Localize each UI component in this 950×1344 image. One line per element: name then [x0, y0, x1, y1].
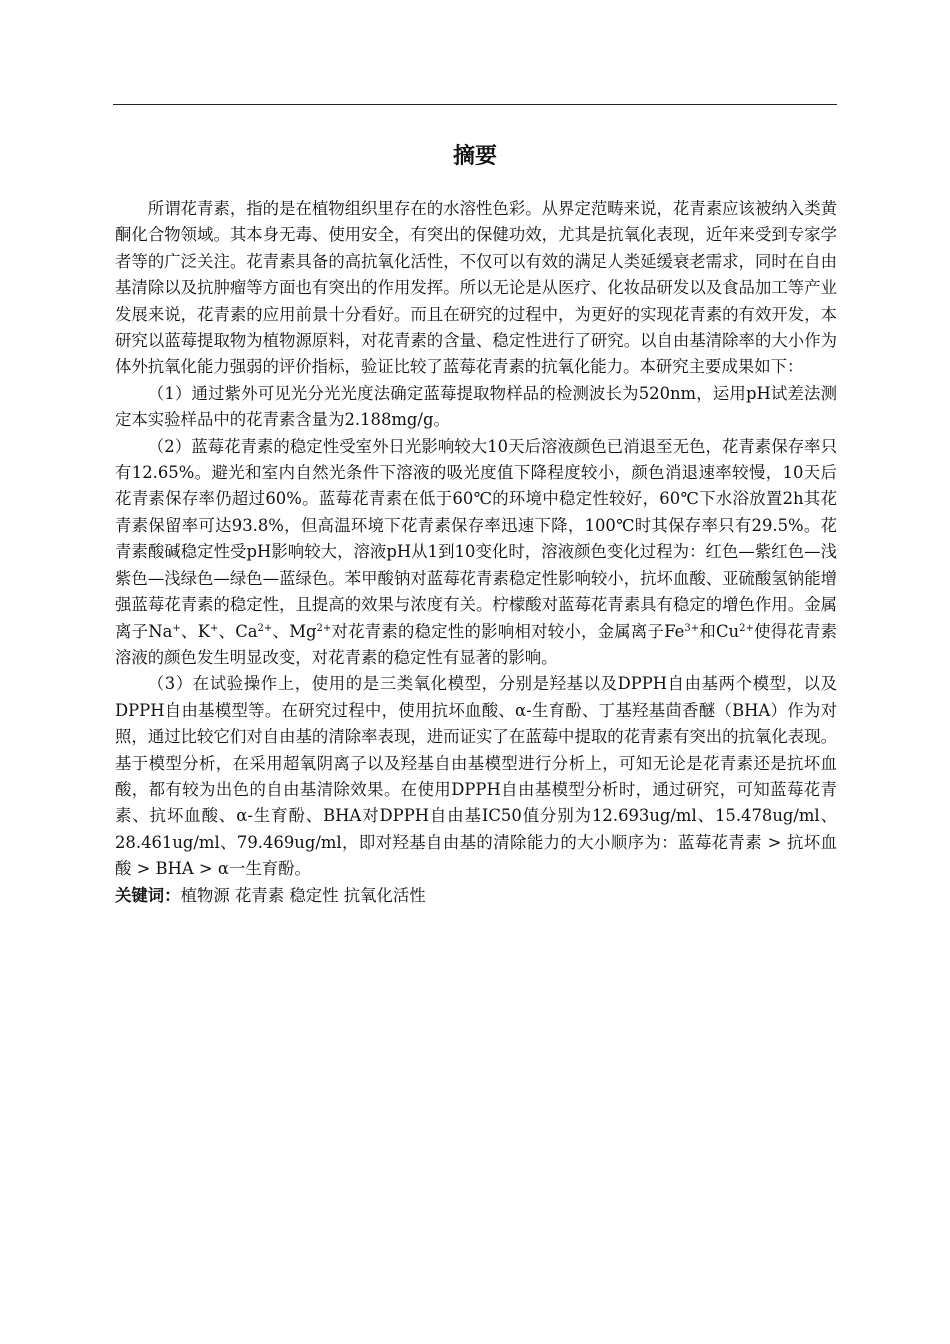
ion-ca: Ca: [235, 621, 258, 641]
ion-na-charge: +: [172, 622, 181, 634]
paragraph-result-3: （3）在试验操作上，使用的是三类氧化模型，分别是羟基以及DPPH自由基两个模型，以及DPPH自由基模型等。在研究过程中，使用抗坏血酸、α-生育酚、丁基羟基茴香醚（BHA）作为对照，通过比较它们对自由基的清除率表现，进而证实了在蓝莓中提取的花青素有突出的抗氧化表现。基于模型分析，在采用超氧阴离子以及羟基自由基模型进行分析上，可知无论是花青素还是抗坏血酸，都有较为出色的自由基清除效果。在使用DPPH自由基模型分析时，通过研究，可知蓝莓花青素、抗坏血酸、α-生育酚、BHA对DPPH自由基IC50值分别为12.693ug/ml、15.478ug/ml、28.461ug/ml、79.469ug/ml，即对羟基自由基的清除能力的大小顺序为：蓝莓花青素 > 抗坏血酸 > BHA > α一生育酚。: [115, 674, 837, 879]
abstract-title: 摘要: [452, 144, 497, 169]
ion-mg: Mg: [289, 621, 317, 641]
ion-mg-charge: 2+: [316, 622, 332, 634]
ion-and: 和: [699, 621, 717, 641]
ion-sep-2: 、: [218, 621, 236, 641]
abstract-body: [115, 196, 837, 909]
paragraph-result-2: [115, 434, 837, 672]
paragraph-result-2-text-c: 使得花青素溶液的颜色发生明显改变，对花青素的稳定性有显著的影响。: [115, 621, 838, 667]
ion-sep-3: 、: [272, 621, 290, 641]
paragraph-result-2-text-a: （2）蓝莓花青素的稳定性受室外日光影响较大10天后溶液颜色已消退至无色，花青素保存率只有12.65%。避光和室内自然光条件下溶液的吸光度值下降程度较小，颜色消退速率较慢，10天后花青素保存率仍超过60%。蓝莓花青素在低于60℃的环境中稳定性较好，60℃下水浴放置2h其花青素保留率可达93.8%，但高温环境下花青素保存率迅速下降，100℃时其保存率只有29.5%。花青素酸碱稳定性受pH影响较大，溶液pH从1到10变化时，溶液颜色变化过程为：红色—紫红色—浅紫色—浅绿色—绿色—蓝绿色。苯甲酸钠对蓝莓花青素稳定性影响较小，抗坏血酸、亚硫酸氢钠能增强蓝莓花青素的稳定性，且提高的效果与浓度有关。柠檬酸对蓝莓花青素具有稳定的增色作用。金属离子: [115, 436, 837, 641]
header-rule: [113, 104, 837, 105]
ion-k: K: [197, 621, 210, 641]
ion-fe: Fe: [664, 621, 685, 641]
ion-fe-charge: 3+: [684, 622, 700, 634]
keywords-label: 关键词：: [115, 885, 181, 905]
ion-ca-charge: 2+: [257, 622, 273, 634]
keywords-list: 植物源 花青素 稳定性 抗氧化活性: [180, 885, 426, 905]
paragraph-intro: 所谓花青素，指的是在植物组织里存在的水溶性色彩。从界定范畴来说，花青素应该被纳入类黄酮化合物领域。其本身无毒、使用安全，有突出的保健功效，尤其是抗氧化表现，近年来受到专家学者等的广泛关注。花青素具备的高抗氧化活性，不仅可以有效的满足人类延缓衰老需求，同时在自由基清除以及抗肿瘤等方面也有突出的作用发挥。所以无论是从医疗、化妆品研发以及食品加工等产业发展来说，花青素的应用前景十分看好。而且在研究的过程中，为更好的实现花青素的有效开发，本研究以蓝莓提取物为植物源原料，对花青素的含量、稳定性进行了研究。以自由基清除率的大小作为体外抗氧化能力强弱的评价指标，验证比较了蓝莓花青素的抗氧化能力。本研究主要成果如下：: [115, 199, 837, 377]
ion-k-charge: +: [209, 622, 219, 634]
ion-sep-1: 、: [180, 621, 198, 641]
paragraph-result-1: （1）通过紫外可见光分光光度法确定蓝莓提取物样品的检测波长为520nm，运用pH试差法测定本实验样品中的花青素含量为2.188mg/g。: [115, 383, 837, 430]
paragraph-result-2-text-b: 对花青素的稳定性的影响相对较小，金属离子: [331, 621, 665, 641]
ion-cu-charge: 2+: [739, 622, 754, 634]
ion-na: Na: [148, 621, 173, 641]
ion-cu: Cu: [716, 621, 740, 641]
keywords-line: [115, 883, 837, 909]
